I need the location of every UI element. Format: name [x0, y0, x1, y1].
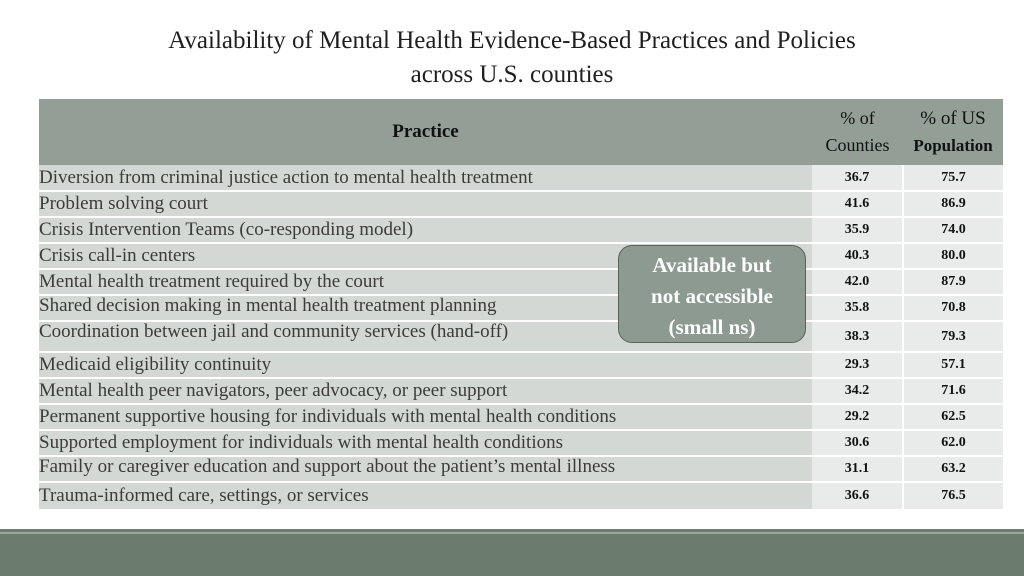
callout-box	[618, 245, 806, 343]
practice-cell: Mental health treatment required by the court	[39, 269, 812, 295]
footer-divider	[0, 532, 1024, 534]
counties-cell: 36.7	[812, 165, 903, 191]
table-row	[39, 430, 1003, 456]
practices-table	[39, 99, 1003, 511]
table-row	[39, 295, 1003, 321]
population-cell: 86.9	[903, 191, 1003, 217]
population-cell: 75.7	[903, 165, 1003, 191]
table-row	[39, 217, 1003, 243]
population-cell: 74.0	[903, 217, 1003, 243]
header-practice: Practice	[39, 99, 812, 165]
header-population	[903, 99, 1003, 165]
population-cell: 57.1	[903, 352, 1003, 378]
callout-line-1: Available but	[652, 253, 772, 277]
practice-cell: Trauma-informed care, settings, or services	[39, 482, 812, 510]
table-row	[39, 482, 1003, 510]
counties-cell: 41.6	[812, 191, 903, 217]
practice-cell: Crisis call-in centers	[39, 243, 812, 269]
practice-cell: Coordination between jail and community services (hand-off)	[39, 321, 812, 352]
practice-cell: Permanent supportive housing for individuals with mental health conditions	[39, 404, 812, 430]
counties-cell: 35.8	[812, 295, 903, 321]
slide-title	[0, 24, 1024, 92]
practice-cell: Medicaid eligibility continuity	[39, 352, 812, 378]
counties-cell: 34.2	[812, 378, 903, 404]
population-cell: 63.2	[903, 456, 1003, 482]
callout-line-3: (small ns)	[668, 315, 756, 339]
header-population-line-1: % of US	[920, 108, 986, 129]
counties-cell: 31.1	[812, 456, 903, 482]
table-row	[39, 321, 1003, 352]
counties-cell: 29.2	[812, 404, 903, 430]
population-cell: 62.0	[903, 430, 1003, 456]
counties-cell: 38.3	[812, 321, 903, 352]
table-header-row	[39, 99, 1003, 165]
population-cell: 71.6	[903, 378, 1003, 404]
table-row	[39, 456, 1003, 482]
population-cell: 76.5	[903, 482, 1003, 510]
population-cell: 80.0	[903, 243, 1003, 269]
table-row	[39, 191, 1003, 217]
population-cell: 79.3	[903, 321, 1003, 352]
title-line-1: Availability of Mental Health Evidence-Based Practices and Policies	[168, 27, 856, 54]
table-row	[39, 378, 1003, 404]
counties-cell: 35.9	[812, 217, 903, 243]
counties-cell: 30.6	[812, 430, 903, 456]
practice-cell: Problem solving court	[39, 191, 812, 217]
header-counties-line-1: % of	[840, 108, 875, 128]
population-cell: 62.5	[903, 404, 1003, 430]
counties-cell: 42.0	[812, 269, 903, 295]
table-row	[39, 269, 1003, 295]
practice-cell: Family or caregiver education and support about the patient’s mental illness	[39, 456, 812, 482]
practice-cell: Crisis Intervention Teams (co-responding model)	[39, 217, 812, 243]
practice-cell: Shared decision making in mental health treatment planning	[39, 295, 812, 321]
table-row	[39, 352, 1003, 378]
population-cell: 87.9	[903, 269, 1003, 295]
counties-cell: 36.6	[812, 482, 903, 510]
header-counties	[812, 99, 903, 165]
practice-cell: Diversion from criminal justice action to mental health treatment	[39, 165, 812, 191]
population-cell: 70.8	[903, 295, 1003, 321]
practice-cell: Mental health peer navigators, peer advocacy, or peer support	[39, 378, 812, 404]
footer-bar	[0, 529, 1024, 576]
header-population-line-2: Population	[913, 136, 993, 155]
header-counties-line-2: Counties	[825, 135, 890, 155]
title-line-2: across U.S. counties	[410, 61, 614, 88]
practice-cell: Supported employment for individuals with mental health conditions	[39, 430, 812, 456]
callout-line-2: not accessible	[651, 284, 773, 308]
counties-cell: 29.3	[812, 352, 903, 378]
table-row	[39, 404, 1003, 430]
counties-cell: 40.3	[812, 243, 903, 269]
table-row	[39, 165, 1003, 191]
table-row	[39, 243, 1003, 269]
